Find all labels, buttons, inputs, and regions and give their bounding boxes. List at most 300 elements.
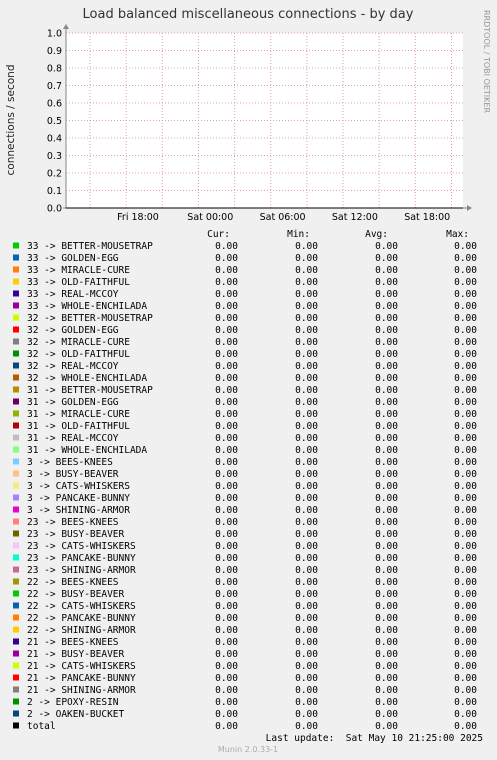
legend-label: 22 -> SHINING-ARMOR (27, 625, 136, 636)
legend-value-avg: 0.00 (375, 289, 398, 300)
legend-value-avg: 0.00 (375, 301, 398, 312)
legend-row (13, 721, 477, 732)
legend-label: 21 -> SHINING-ARMOR (27, 685, 136, 696)
legend-value-min: 0.00 (295, 265, 318, 276)
legend-value-avg: 0.00 (375, 685, 398, 696)
legend-label: 2 -> EPOXY-RESIN (27, 697, 119, 708)
legend-value-avg: 0.00 (375, 565, 398, 576)
last-update: Last update: Sat May 10 21:25:00 2025 (265, 733, 483, 744)
legend-row (13, 241, 477, 252)
legend-value-avg: 0.00 (375, 457, 398, 468)
legend-value-min: 0.00 (295, 697, 318, 708)
legend-label: 33 -> BETTER-MOUSETRAP (27, 241, 153, 252)
legend-row (13, 265, 477, 276)
legend-value-cur: 0.00 (215, 277, 238, 288)
legend-value-min: 0.00 (295, 445, 318, 456)
x-axis-arrow (467, 205, 472, 211)
legend-value-min: 0.00 (295, 637, 318, 648)
legend-value-min: 0.00 (295, 553, 318, 564)
legend-row (13, 481, 477, 492)
legend-swatch (13, 291, 19, 297)
legend-value-avg: 0.00 (375, 697, 398, 708)
y-tick-label: 0.3 (46, 151, 62, 162)
legend-label: 33 -> GOLDEN-EGG (27, 253, 119, 264)
legend-value-max: 0.00 (454, 541, 477, 552)
legend-swatch (13, 711, 19, 717)
legend-value-cur: 0.00 (215, 589, 238, 600)
y-tick-label: 0.8 (46, 63, 62, 75)
legend-value-min: 0.00 (295, 301, 318, 312)
legend-value-cur: 0.00 (215, 469, 238, 480)
legend-value-min: 0.00 (295, 397, 318, 408)
legend-value-avg: 0.00 (375, 529, 398, 540)
legend-value-min: 0.00 (295, 613, 318, 624)
legend-value-avg: 0.00 (375, 721, 398, 732)
legend-value-cur: 0.00 (215, 601, 238, 612)
legend-swatch (13, 483, 19, 489)
legend-row (13, 385, 477, 396)
y-tick-label: 0.6 (46, 98, 62, 110)
legend-value-min: 0.00 (295, 493, 318, 504)
legend-row (13, 601, 477, 612)
legend-value-max: 0.00 (454, 325, 477, 336)
legend-swatch (13, 687, 19, 693)
legend-row (13, 529, 477, 540)
y-tick-label: 0.1 (46, 186, 62, 197)
legend-label: 32 -> GOLDEN-EGG (27, 325, 119, 336)
y-tick-label: 0.0 (46, 203, 62, 215)
legend-value-cur: 0.00 (215, 673, 238, 684)
legend-value-max: 0.00 (454, 505, 477, 516)
legend-swatch (13, 555, 19, 561)
legend-value-avg: 0.00 (375, 637, 398, 648)
legend-value-min: 0.00 (295, 337, 318, 348)
legend-value-avg: 0.00 (375, 601, 398, 612)
legend-swatch (13, 315, 19, 321)
legend-label: 22 -> PANCAKE-BUNNY (27, 613, 136, 624)
legend-value-max: 0.00 (454, 481, 477, 492)
legend-value-min: 0.00 (295, 253, 318, 264)
legend-value-cur: 0.00 (215, 265, 238, 276)
legend-label: 31 -> OLD-FAITHFUL (27, 421, 130, 432)
legend-value-min: 0.00 (295, 625, 318, 636)
legend-value-avg: 0.00 (375, 445, 398, 456)
legend-label: 31 -> REAL-MCCOY (27, 433, 119, 444)
legend-value-cur: 0.00 (215, 385, 238, 396)
legend-headers (207, 229, 469, 240)
legend-label: 23 -> CATS-WHISKERS (27, 541, 136, 552)
legend-label: 22 -> CATS-WHISKERS (27, 601, 136, 612)
legend-swatch (13, 243, 19, 249)
legend-label: 3 -> BUSY-BEAVER (27, 469, 119, 480)
legend-swatch (13, 663, 19, 669)
y-axis-arrow (63, 24, 69, 29)
legend-value-cur: 0.00 (215, 421, 238, 432)
legend-row (13, 349, 477, 360)
legend-value-max: 0.00 (454, 517, 477, 528)
legend-value-max: 0.00 (454, 721, 477, 732)
legend-value-cur: 0.00 (215, 661, 238, 672)
legend-row (13, 505, 477, 516)
legend-swatch (13, 279, 19, 285)
legend-value-min: 0.00 (295, 241, 318, 252)
legend-row (13, 325, 477, 336)
legend-value-max: 0.00 (454, 253, 477, 264)
y-tick-label: 0.5 (46, 116, 62, 127)
legend-value-max: 0.00 (454, 493, 477, 504)
legend-label: 21 -> CATS-WHISKERS (27, 661, 136, 672)
legend-value-cur: 0.00 (215, 301, 238, 312)
legend-value-cur: 0.00 (215, 625, 238, 636)
legend-value-max: 0.00 (454, 445, 477, 456)
legend-value-avg: 0.00 (375, 361, 398, 372)
legend-value-cur: 0.00 (215, 721, 238, 732)
legend-label: 3 -> SHINING-ARMOR (27, 505, 130, 516)
legend-value-max: 0.00 (454, 277, 477, 288)
legend-value-cur: 0.00 (215, 349, 238, 360)
legend-value-min: 0.00 (295, 361, 318, 372)
legend-swatch (13, 411, 19, 417)
legend-row (13, 469, 477, 480)
x-tick-label: Sat 00:00 (187, 212, 234, 223)
legend-row (13, 661, 477, 672)
legend-row (13, 289, 477, 300)
legend-swatch (13, 375, 19, 381)
legend-row (13, 361, 477, 372)
legend-value-avg: 0.00 (375, 265, 398, 276)
legend-label: 22 -> BUSY-BEAVER (27, 589, 125, 600)
legend-value-min: 0.00 (295, 373, 318, 384)
legend-swatch (13, 603, 19, 609)
legend-swatch (13, 267, 19, 273)
legend-swatch (13, 351, 19, 357)
legend-swatch (13, 387, 19, 393)
legend-label: 23 -> BEES-KNEES (27, 517, 119, 528)
legend-value-min: 0.00 (295, 313, 318, 324)
x-tick-label: Fri 18:00 (117, 212, 159, 223)
legend-row (13, 649, 477, 660)
legend-value-max: 0.00 (454, 469, 477, 480)
legend-value-avg: 0.00 (375, 349, 398, 360)
legend-value-avg: 0.00 (375, 313, 398, 324)
legend-value-min: 0.00 (295, 457, 318, 468)
legend-value-min: 0.00 (295, 325, 318, 336)
legend-value-max: 0.00 (454, 409, 477, 420)
legend-header: Cur: (207, 229, 230, 240)
legend-value-avg: 0.00 (375, 613, 398, 624)
legend-swatch (13, 495, 19, 501)
legend-swatch (13, 675, 19, 681)
legend-label: 3 -> PANCAKE-BUNNY (27, 493, 130, 504)
legend-value-max: 0.00 (454, 589, 477, 600)
legend-value-avg: 0.00 (375, 517, 398, 528)
legend-value-max: 0.00 (454, 625, 477, 636)
legend-value-max: 0.00 (454, 289, 477, 300)
legend-value-min: 0.00 (295, 541, 318, 552)
legend-value-avg: 0.00 (375, 397, 398, 408)
legend-value-min: 0.00 (295, 709, 318, 720)
legend-value-avg: 0.00 (375, 541, 398, 552)
legend-value-max: 0.00 (454, 241, 477, 252)
legend-value-cur: 0.00 (215, 241, 238, 252)
legend-value-avg: 0.00 (375, 577, 398, 588)
legend-value-min: 0.00 (295, 649, 318, 660)
legend-value-max: 0.00 (454, 601, 477, 612)
legend-value-avg: 0.00 (375, 709, 398, 720)
legend-swatch (13, 471, 19, 477)
legend-swatch (13, 435, 19, 441)
legend-row (13, 409, 477, 420)
legend-value-max: 0.00 (454, 613, 477, 624)
legend-value-min: 0.00 (295, 529, 318, 540)
legend-value-max: 0.00 (454, 577, 477, 588)
legend-row (13, 577, 477, 588)
legend-value-max: 0.00 (454, 265, 477, 276)
legend-value-max: 0.00 (454, 685, 477, 696)
legend-value-cur: 0.00 (215, 697, 238, 708)
legend-value-max: 0.00 (454, 553, 477, 564)
legend-row (13, 517, 477, 528)
legend-swatch (13, 567, 19, 573)
legend-value-min: 0.00 (295, 385, 318, 396)
legend-swatch (13, 327, 19, 333)
legend-value-min: 0.00 (295, 349, 318, 360)
legend-label: 2 -> OAKEN-BUCKET (27, 709, 125, 720)
legend-label: 21 -> BUSY-BEAVER (27, 649, 125, 660)
legend-value-max: 0.00 (454, 385, 477, 396)
legend-label: 23 -> BUSY-BEAVER (27, 529, 125, 540)
legend-label: 32 -> BETTER-MOUSETRAP (27, 313, 153, 324)
legend-label: 33 -> WHOLE-ENCHILADA (27, 301, 148, 312)
legend-swatch (13, 615, 19, 621)
legend-value-cur: 0.00 (215, 361, 238, 372)
legend-row (13, 625, 477, 636)
legend-row (13, 373, 477, 384)
legend-value-cur: 0.00 (215, 505, 238, 516)
y-tick-label: 0.7 (46, 81, 62, 92)
legend-value-cur: 0.00 (215, 409, 238, 420)
legend-row (13, 457, 477, 468)
legend-value-max: 0.00 (454, 337, 477, 348)
legend-label: 3 -> CATS-WHISKERS (27, 481, 130, 492)
legend-value-avg: 0.00 (375, 337, 398, 348)
legend-value-avg: 0.00 (375, 421, 398, 432)
legend-row (13, 553, 477, 564)
legend-value-max: 0.00 (454, 373, 477, 384)
legend-value-avg: 0.00 (375, 481, 398, 492)
legend-row (13, 253, 477, 264)
legend-value-max: 0.00 (454, 709, 477, 720)
legend-swatch (13, 699, 19, 705)
legend-row (13, 685, 477, 696)
y-axis-label: connections / second (5, 64, 17, 176)
y-tick-label: 0.9 (46, 46, 62, 57)
legend-label: 23 -> PANCAKE-BUNNY (27, 553, 136, 564)
legend-value-avg: 0.00 (375, 469, 398, 480)
legend-value-cur: 0.00 (215, 253, 238, 264)
legend-value-cur: 0.00 (215, 445, 238, 456)
x-tick-label: Sat 18:00 (404, 212, 451, 223)
legend-value-min: 0.00 (295, 277, 318, 288)
legend-row (13, 613, 477, 624)
legend-label: 32 -> REAL-MCCOY (27, 361, 119, 372)
legend-value-cur: 0.00 (215, 709, 238, 720)
legend-label: 33 -> MIRACLE-CURE (27, 265, 130, 276)
legend-value-max: 0.00 (454, 673, 477, 684)
legend-row (13, 709, 477, 720)
legend-value-avg: 0.00 (375, 505, 398, 516)
legend-row (13, 277, 477, 288)
legend-value-min: 0.00 (295, 661, 318, 672)
legend-value-cur: 0.00 (215, 541, 238, 552)
legend-value-max: 0.00 (454, 361, 477, 372)
legend-value-max: 0.00 (454, 529, 477, 540)
legend-value-cur: 0.00 (215, 565, 238, 576)
legend-value-min: 0.00 (295, 433, 318, 444)
legend-swatch (13, 723, 19, 729)
legend-value-min: 0.00 (295, 421, 318, 432)
legend-value-min: 0.00 (295, 565, 318, 576)
legend-label: total (27, 721, 56, 732)
munin-version: Munin 2.0.33-1 (217, 745, 279, 754)
legend-swatch (13, 399, 19, 405)
legend-value-max: 0.00 (454, 697, 477, 708)
legend-value-min: 0.00 (295, 469, 318, 480)
legend-value-min: 0.00 (295, 409, 318, 420)
legend-value-min: 0.00 (295, 673, 318, 684)
legend-value-cur: 0.00 (215, 337, 238, 348)
legend (13, 241, 477, 732)
legend-swatch (13, 651, 19, 657)
legend-value-cur: 0.00 (215, 493, 238, 504)
legend-row (13, 445, 477, 456)
legend-value-avg: 0.00 (375, 433, 398, 444)
y-tick-label: 0.2 (46, 168, 62, 180)
legend-value-max: 0.00 (454, 433, 477, 444)
legend-value-avg: 0.00 (375, 553, 398, 564)
legend-row (13, 397, 477, 408)
legend-label: 33 -> OLD-FAITHFUL (27, 277, 130, 288)
legend-label: 23 -> SHINING-ARMOR (27, 565, 136, 576)
legend-value-avg: 0.00 (375, 661, 398, 672)
legend-value-max: 0.00 (454, 301, 477, 312)
rrdtool-credit: RRDTOOL / TOBI OETIKER (482, 10, 491, 114)
legend-swatch (13, 543, 19, 549)
legend-value-cur: 0.00 (215, 397, 238, 408)
legend-value-cur: 0.00 (215, 637, 238, 648)
legend-row (13, 337, 477, 348)
y-ticks (47, 29, 62, 215)
legend-value-cur: 0.00 (215, 325, 238, 336)
legend-swatch (13, 579, 19, 585)
legend-value-avg: 0.00 (375, 241, 398, 252)
legend-value-avg: 0.00 (375, 493, 398, 504)
legend-label: 21 -> PANCAKE-BUNNY (27, 673, 136, 684)
legend-label: 32 -> OLD-FAITHFUL (27, 349, 130, 360)
legend-value-cur: 0.00 (215, 577, 238, 588)
legend-value-min: 0.00 (295, 685, 318, 696)
legend-label: 33 -> REAL-MCCOY (27, 289, 119, 300)
legend-swatch (13, 459, 19, 465)
y-tick-label: 1.0 (46, 28, 62, 40)
legend-value-avg: 0.00 (375, 589, 398, 600)
legend-swatch (13, 339, 19, 345)
legend-value-cur: 0.00 (215, 457, 238, 468)
legend-row (13, 313, 477, 324)
legend-value-min: 0.00 (295, 577, 318, 588)
legend-value-min: 0.00 (295, 505, 318, 516)
legend-value-max: 0.00 (454, 457, 477, 468)
legend-label: 31 -> WHOLE-ENCHILADA (27, 445, 148, 456)
legend-swatch (13, 627, 19, 633)
legend-header: Min: (287, 229, 310, 240)
legend-swatch (13, 519, 19, 525)
legend-value-max: 0.00 (454, 661, 477, 672)
legend-row (13, 589, 477, 600)
legend-value-cur: 0.00 (215, 313, 238, 324)
legend-label: 22 -> BEES-KNEES (27, 577, 119, 588)
legend-row (13, 301, 477, 312)
legend-value-max: 0.00 (454, 313, 477, 324)
legend-value-avg: 0.00 (375, 277, 398, 288)
legend-value-avg: 0.00 (375, 385, 398, 396)
legend-label: 21 -> BEES-KNEES (27, 637, 119, 648)
legend-value-max: 0.00 (454, 421, 477, 432)
legend-value-cur: 0.00 (215, 373, 238, 384)
legend-swatch (13, 447, 19, 453)
legend-value-max: 0.00 (454, 649, 477, 660)
legend-swatch (13, 591, 19, 597)
legend-label: 31 -> GOLDEN-EGG (27, 397, 119, 408)
legend-value-cur: 0.00 (215, 481, 238, 492)
legend-swatch (13, 531, 19, 537)
legend-value-min: 0.00 (295, 289, 318, 300)
legend-row (13, 541, 477, 552)
x-ticks (117, 212, 450, 223)
legend-row (13, 673, 477, 684)
legend-swatch (13, 303, 19, 309)
legend-header: Avg: (365, 229, 388, 240)
legend-label: 32 -> WHOLE-ENCHILADA (27, 373, 148, 384)
y-tick-label: 0.4 (46, 133, 62, 145)
legend-row (13, 421, 477, 432)
legend-value-cur: 0.00 (215, 553, 238, 564)
legend-value-min: 0.00 (295, 601, 318, 612)
legend-row (13, 637, 477, 648)
legend-value-cur: 0.00 (215, 649, 238, 660)
legend-value-cur: 0.00 (215, 529, 238, 540)
x-tick-label: Sat 12:00 (331, 212, 378, 223)
legend-row (13, 493, 477, 504)
legend-value-avg: 0.00 (375, 673, 398, 684)
legend-value-avg: 0.00 (375, 409, 398, 420)
legend-header: Max: (446, 229, 469, 240)
legend-value-avg: 0.00 (375, 325, 398, 336)
legend-value-min: 0.00 (295, 721, 318, 732)
legend-row (13, 433, 477, 444)
legend-label: 32 -> MIRACLE-CURE (27, 337, 130, 348)
legend-value-cur: 0.00 (215, 685, 238, 696)
legend-value-max: 0.00 (454, 565, 477, 576)
legend-value-avg: 0.00 (375, 649, 398, 660)
legend-row (13, 565, 477, 576)
legend-value-avg: 0.00 (375, 373, 398, 384)
legend-swatch (13, 423, 19, 429)
legend-swatch (13, 507, 19, 513)
legend-value-max: 0.00 (454, 397, 477, 408)
legend-value-min: 0.00 (295, 481, 318, 492)
legend-value-cur: 0.00 (215, 517, 238, 528)
